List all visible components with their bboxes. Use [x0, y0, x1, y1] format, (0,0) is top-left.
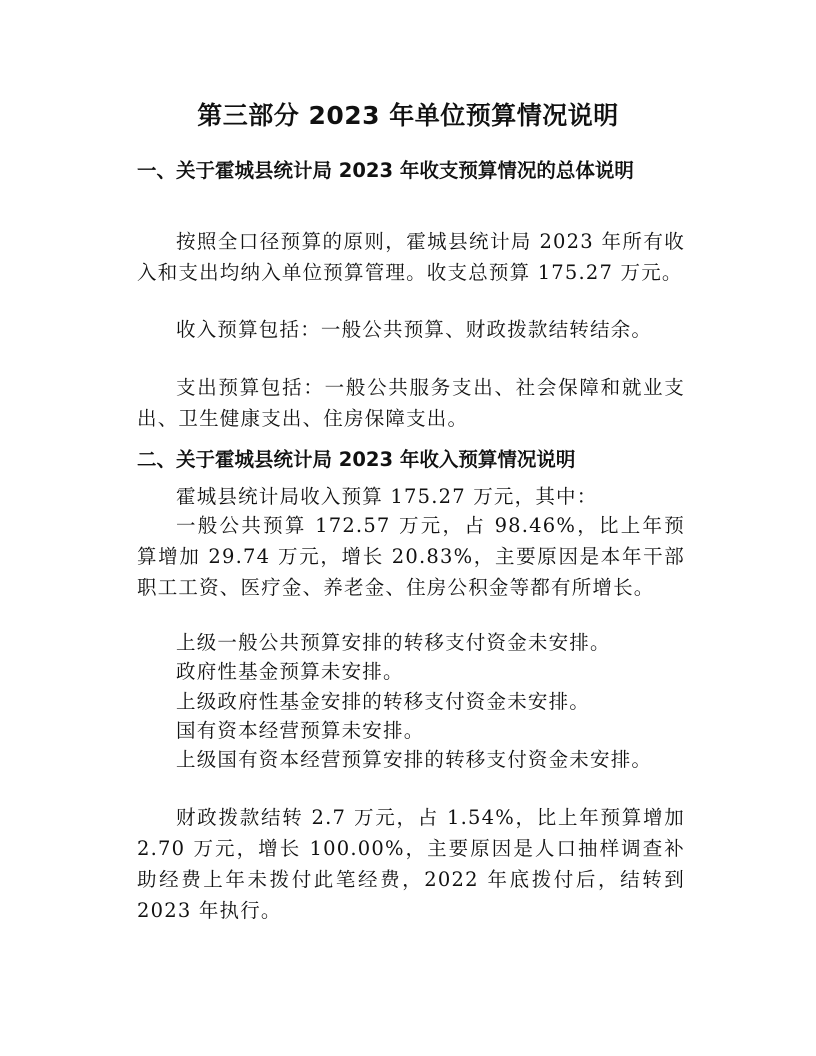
section-2-paragraph-7: 上级国有资本经营预算安排的转移支付资金未安排。	[176, 748, 653, 771]
section-1-paragraph-1: 按照全口径预算的原则，霍城县统计局 2023 年所有收入和支出均纳入单位预算管理。收支总预算 175.27 万元。	[137, 230, 685, 284]
section-2-heading: 二、关于霍城县统计局 2023 年收入预算情况说明	[137, 448, 576, 471]
section-2-paragraph-5: 上级政府性基金安排的转移支付资金未安排。	[176, 690, 591, 713]
section-2-paragraph-4: 政府性基金预算未安排。	[176, 660, 404, 683]
section-2-paragraph-2: 一般公共预算 172.57 万元，占 98.46%，比上年预算增加 29.74 万元，增长 20.83%，主要原因是本年干部职工工资、医疗金、养老金、住房公积金等都有所增长。	[137, 514, 685, 599]
section-1-heading: 一、关于霍城县统计局 2023 年收支预算情况的总体说明	[137, 159, 634, 182]
section-1-paragraph-3: 支出预算包括：一般公共服务支出、社会保障和就业支出、卫生健康支出、住房保障支出。	[137, 376, 685, 430]
page-title: 第三部分 2023 年单位预算情况说明	[197, 101, 619, 130]
section-2-paragraph-6: 国有资本经营预算未安排。	[176, 719, 425, 742]
section-2-paragraph-3: 上级一般公共预算安排的转移支付资金未安排。	[176, 631, 611, 654]
section-2-paragraph-1: 霍城县统计局收入预算 175.27 万元，其中：	[176, 485, 598, 508]
section-1-paragraph-2: 收入预算包括：一般公共预算、财政拨款结转结余。	[176, 318, 653, 341]
section-2-paragraph-8: 财政拨款结转 2.7 万元，占 1.54%，比上年预算增加 2.70 万元，增长 100.00%，主要原因是人口抽样调查补助经费上年未拨付此笔经费，2022 年底拨付后，结转到 2023 年执行。	[137, 806, 685, 922]
